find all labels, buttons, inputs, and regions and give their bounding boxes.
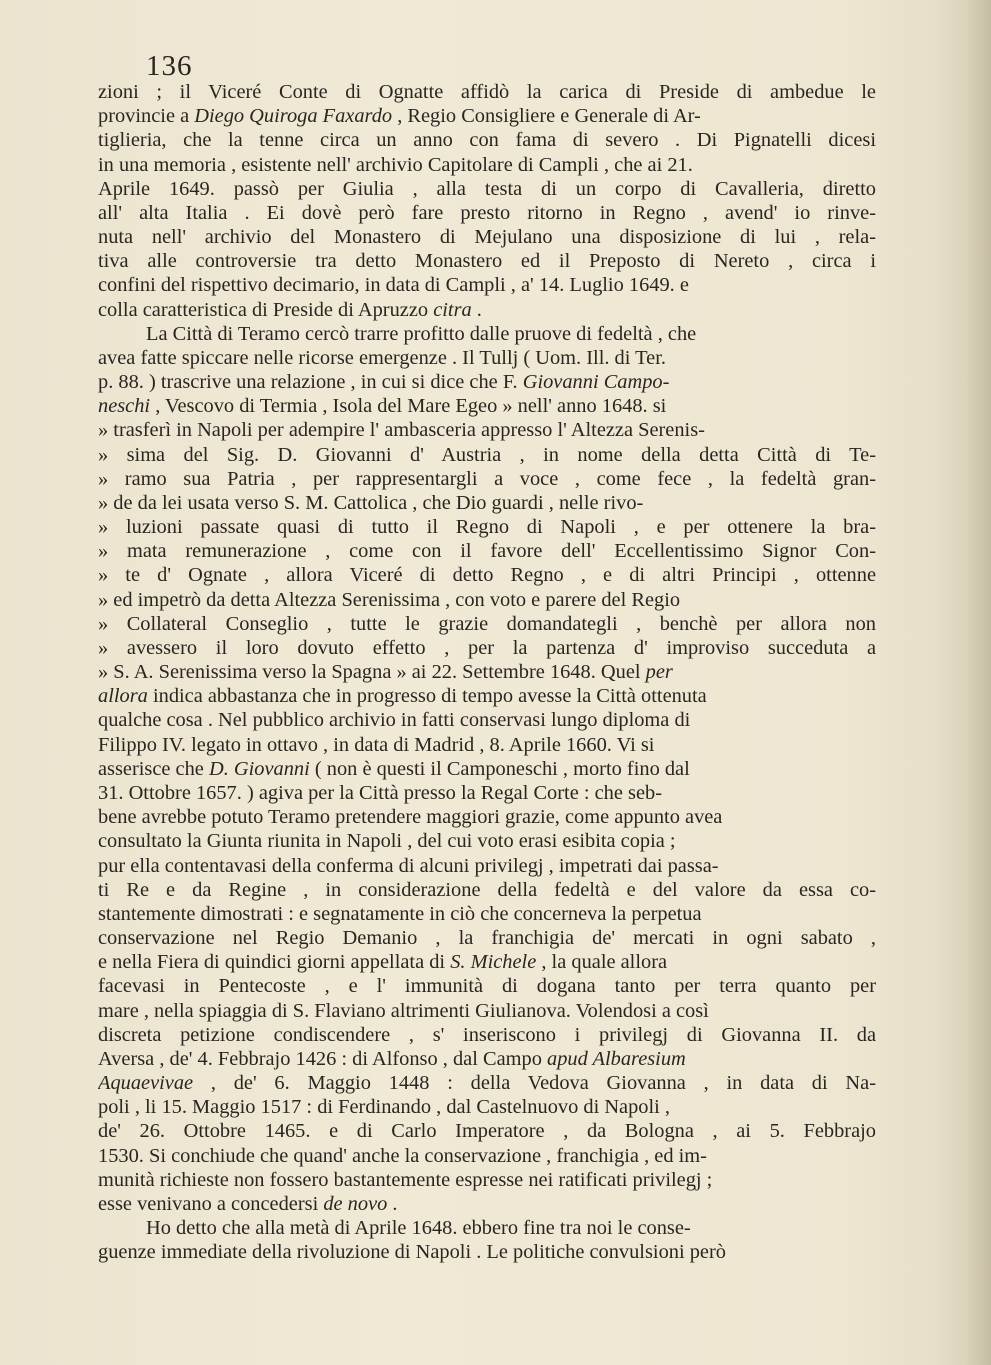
text-line: provincie a Diego Quiroga Faxardo , Regio Consigliere e Generale di Ar- [98, 105, 701, 128]
text-line: stantemente dimostrati : e segnatamente in ciò che concerneva la perpetua [98, 902, 702, 925]
text-line: » trasferì in Napoli per adempire l' ambasceria appresso l' Altezza Serenis- [98, 419, 705, 442]
text-line: » te d' Ognate , allora Viceré di detto Regno , e di altri Principi , ottenne [98, 564, 876, 587]
page-number: 136 [146, 50, 193, 82]
text-line: nuta nell' archivio del Monastero di Mejulano una disposizione di lui , rela- [98, 226, 876, 249]
text-line: conservazione nel Regio Demanio , la franchigia de' mercati in ogni sabato , [98, 927, 876, 950]
paragraph [98, 322, 876, 1216]
text-line: Filippo IV. legato in ottavo , in data di Madrid , 8. Aprile 1660. Vi si [98, 733, 655, 756]
text-line: Aversa , de' 4. Febbrajo 1426 : di Alfonso , dal Campo apud Albaresium [98, 1047, 686, 1070]
text-line: » Collateral Conseglio , tutte le grazie domandategli , benchè per allora non [98, 612, 876, 635]
text-line: tiva alle controversie tra detto Monastero ed il Preposto di Nereto , circa i [98, 250, 876, 273]
text-line: Aprile 1649. passò per Giulia , alla testa di un corpo di Cavalleria, diretto [98, 177, 876, 200]
text-line: esse venivano a concedersi de novo . [98, 1192, 398, 1215]
text-line: qualche cosa . Nel pubblico archivio in fatti conservasi lungo diploma di [98, 709, 691, 732]
text-line: bene avrebbe potuto Teramo pretendere maggiori grazie, come appunto avea [98, 806, 723, 829]
text-line: » ed impetrò da detta Altezza Serenissima , con voto e parere del Regio [98, 588, 681, 611]
text-line: neschi , Vescovo di Termia , Isola del Mare Egeo » nell' anno 1648. si [98, 395, 667, 418]
text-line: colla caratteristica di Preside di Apruzzo citra . [98, 298, 482, 321]
text-line: confini del rispettivo decimario, in data di Campli , a' 14. Luglio 1649. e [98, 274, 689, 297]
text-line: pur ella contentavasi della conferma di alcuni privilegj , impetrati dai passa- [98, 854, 719, 877]
text-line: mare , nella spiaggia di S. Flaviano altrimenti Giulianova. Volendosi a così [98, 999, 709, 1022]
text-line: poli , li 15. Maggio 1517 : di Ferdinando , dal Castelnuovo di Napoli , [98, 1096, 671, 1119]
text-line: p. 88. ) trascrive una relazione , in cui si dice che F. Giovanni Campo- [98, 371, 670, 394]
text-line: 31. Ottobre 1657. ) agiva per la Città presso la Regal Corte : che seb- [98, 781, 662, 804]
paragraph [98, 1216, 876, 1264]
text-line: de' 26. Ottobre 1465. e di Carlo Imperatore , da Bologna , ai 5. Febbrajo [98, 1120, 876, 1143]
text-line: munità richieste non fossero bastantemente espresse nei ratificati privilegj ; [98, 1168, 713, 1191]
text-line: all' alta Italia . Ei dovè però fare presto ritorno in Regno , avend' io rinve- [98, 201, 876, 224]
text-line: zioni ; il Viceré Conte di Ognatte affidò la carica di Preside di ambedue le [98, 81, 876, 103]
text-line: avea fatte spiccare nelle ricorse emergenze . Il Tullj ( Uom. Ill. di Ter. [98, 346, 666, 369]
text-line: » ramo sua Patria , per rappresentargli a voce , come fece , la fedeltà gran- [98, 467, 876, 490]
text-line: La Città di Teramo cercò trarre profitto dalle pruove di fedeltà , che [146, 322, 697, 345]
text-line: » avessero il loro dovuto effetto , per la partenza d' improviso succeduta a [98, 636, 876, 659]
text-line: » sima del Sig. D. Giovanni d' Austria , in nome della detta Città di Te- [98, 443, 876, 466]
paragraph [98, 80, 876, 322]
text-line: » S. A. Serenissima verso la Spagna » ai 22. Settembre 1648. Quel per [98, 661, 673, 684]
text-line: asserisce che D. Giovanni ( non è questi il Camponeschi , morto fino dal [98, 757, 690, 780]
text-line: 1530. Si conchiude che quand' anche la conservazione , franchigia , ed im- [98, 1144, 707, 1167]
text-line: tiglieria, che la tenne circa un anno con fama di severo . Di Pignatelli dicesi [98, 129, 876, 152]
page-gutter-shadow [933, 0, 991, 1365]
text-line: facevasi in Pentecoste , e l' immunità di dogana tanto per terra quanto per [98, 975, 876, 998]
text-line: Ho detto che alla metà di Aprile 1648. ebbero fine tra noi le conse- [146, 1217, 691, 1240]
text-line: ti Re e da Regine , in considerazione della fedeltà e del valore da essa co- [98, 878, 876, 901]
text-line: discreta petizione condiscendere , s' inseriscono i privilegj di Giovanna II. da [98, 1023, 876, 1046]
text-line: » mata remunerazione , come con il favore dell' Eccellentissimo Signor Con- [98, 540, 876, 563]
text-line: » luzioni passate quasi di tutto il Regno di Napoli , e per ottenere la bra- [98, 516, 876, 539]
text-line: » de da lei usata verso S. M. Cattolica , che Dio guardi , nelle rivo- [98, 491, 644, 514]
text-body [98, 80, 876, 1264]
text-line: e nella Fiera di quindici giorni appellata di S. Michele , la quale allora [98, 951, 668, 974]
text-line: consultato la Giunta riunita in Napoli , del cui voto erasi esibita copia ; [98, 830, 676, 853]
text-line: guenze immediate della rivoluzione di Napoli . Le politiche convulsioni però [98, 1241, 726, 1264]
text-line: in una memoria , esistente nell' archivio Capitolare di Campli , che ai 21. [98, 153, 693, 176]
text-line: allora indica abbastanza che in progresso di tempo avesse la Città ottenuta [98, 685, 707, 708]
text-line: Aquaevivae , de' 6. Maggio 1448 : della Vedova Giovanna , in data di Na- [98, 1072, 876, 1095]
